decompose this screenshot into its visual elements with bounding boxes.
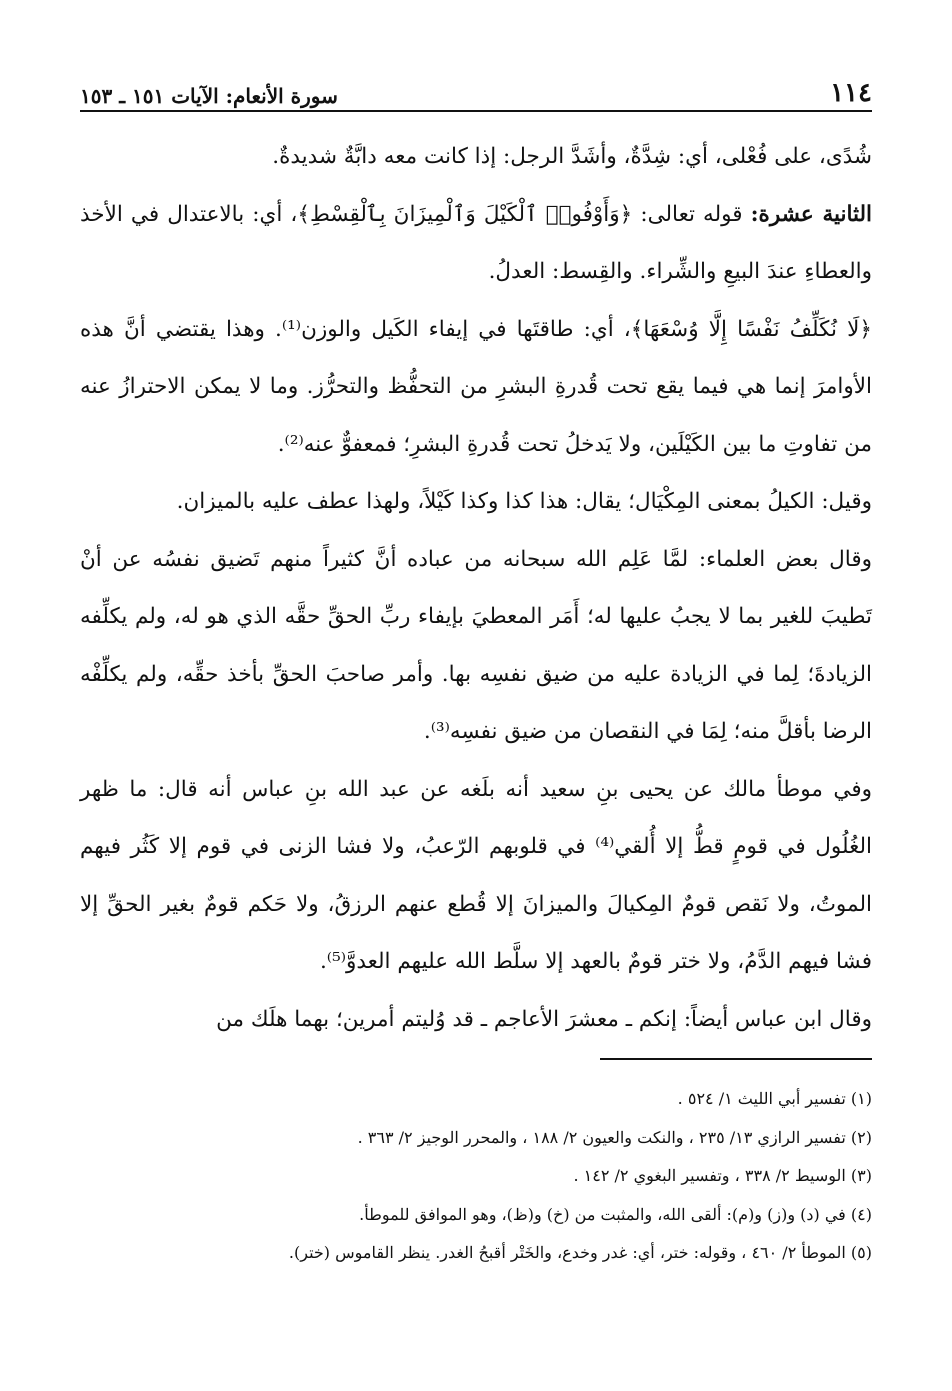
paragraph-text: وقال بعض العلماء: لمَّا عَلِم الله سبحانه من عباده أنَّ كثيراً منهم تَضيق نفسُه عن أنْ تَطيبَ للغير بما لا يجبُ عليها له؛ أَمَر المعطيَ بإيفاء ربِّ الحقِّ حقَّه الذي هو له، ولم يكلِّفه الزيادةَ؛ لِما في الزيادة عليه من ضيق نفسِه بها. وأمر صاحبَ الحقِّ بأخذ حقِّه، ولم يكلِّفْه الرضا بأقلَّ منه؛ لِمَا في النقصان من ضيق نفسِه⁽³⁾. bbox=[80, 546, 872, 744]
paragraph-text: وقيل: الكيلُ بمعنى المِكْيَال؛ يقال: هذا كذا وكذا كَيْلاً، ولهذا عطف عليه بالميزان. bbox=[176, 489, 872, 514]
page-header bbox=[80, 62, 872, 112]
paragraph-text: وقال ابن عباس أيضاً: إنكم ـ معشرَ الأعاجم ـ قد وُليتم أمرين؛ بهما هلَك من bbox=[216, 1006, 872, 1032]
footnotes bbox=[80, 1080, 872, 1273]
footnote-separator-wrap bbox=[80, 1058, 872, 1060]
footnote-2: (٢) تفسير الرازي ١٣/ ٢٣٥ ، والنكت والعيون ٢/ ١٨٨ ، والمحرر الوجيز ٢/ ٣٦٣ . bbox=[357, 1127, 872, 1147]
paragraph-text: ﴿لَا نُكَلِّفُ نَفْسًا إِلَّا وُسْعَهَا﴾، أي: طاقتَها في إيفاء الكَيل والوزن⁽¹⁾. وهذا يقتضي أنَّ هذه الأوامرَ إنما هي فيما يقع تحت قُدرةِ البشرِ من التحفُّظ والتحرُّز. وما لا يمكن الاحترازُ عنه من تفاوتِ ما بين الكَيْلَين، ولا يَدخلُ تحت قُدرةِ البشرِ؛ فمعفوٌّ عنه⁽²⁾. bbox=[80, 316, 872, 457]
paragraph-text: قوله تعالى: ﴿وَأَوْفُوا۟ ٱلْكَيْلَ وَٱلْمِيزَانَ بِٱلْقِسْطِ﴾، أي: بالاعتدال في الأخذ والعطاءِ عندَ البيعِ والشِّراء. والقِسط: العدلُ. bbox=[80, 201, 872, 284]
paragraph-lead: الثانية عشرة: bbox=[750, 201, 873, 227]
paragraph-text: وفي موطأ مالك عن يحيى بنِ سعيد أنه بلَغه عن عبد الله بنِ عباس أنه قال: ما ظهر الغُلُول في قومٍ قطُّ إلا أُلقي⁽⁴⁾ في قلوبهم الرّعبُ، ولا فشا الزنى في قوم إلا كَثُر فيهم الموتُ، ولا نَقص قومٌ المِكيالَ والميزانَ إلا قُطع عنهم الرزقُ، ولا حَكم قومٌ بغير الحقِّ إلا فشا فيهم الدَّمُ، ولا ختر قومٌ بالعهد إلا سلَّط الله عليهم العدوَّ⁽⁵⁾. bbox=[80, 776, 872, 974]
main-text bbox=[80, 128, 872, 1048]
paragraph-5 bbox=[80, 531, 872, 761]
paragraph-text: شُدًى، على فُعْلى، أي: شِدَّةٌ، وأشَدَّ الرجل: إذا كانت معه دابَّةٌ شديدةٌ. bbox=[272, 144, 872, 169]
footnote-3: (٣) الوسيط ٢/ ٣٣٨ ، وتفسير البغوي ٢/ ١٤٢ . bbox=[573, 1166, 872, 1185]
paragraph-1 bbox=[80, 128, 872, 186]
paragraph-2 bbox=[80, 186, 872, 301]
footnote-separator bbox=[600, 1058, 872, 1060]
footnote-5: (٥) الموطأ ٢/ ٤٦٠ ، وقوله: ختر، أي: غدر وخدع، والخَتْر أقبحُ الغدر. ينظر القاموس (ختر). bbox=[288, 1243, 872, 1262]
paragraph-7 bbox=[80, 991, 872, 1049]
running-title: سورة الأنعام: الآيات ١٥١ ـ ١٥٣ bbox=[80, 84, 338, 108]
page-number: ١١٤ bbox=[830, 78, 872, 108]
footnote-1: (١) تفسير أبي الليث ١/ ٥٢٤ . bbox=[677, 1089, 872, 1108]
paragraph-4 bbox=[80, 473, 872, 531]
footnote-4: (٤) في (د) و(ز) و(م): ألقى الله، والمثبت من (خ) و(ظ)، وهو الموافق للموطأ. bbox=[359, 1204, 872, 1224]
paragraph-6 bbox=[80, 761, 872, 991]
paragraph-3 bbox=[80, 301, 872, 474]
